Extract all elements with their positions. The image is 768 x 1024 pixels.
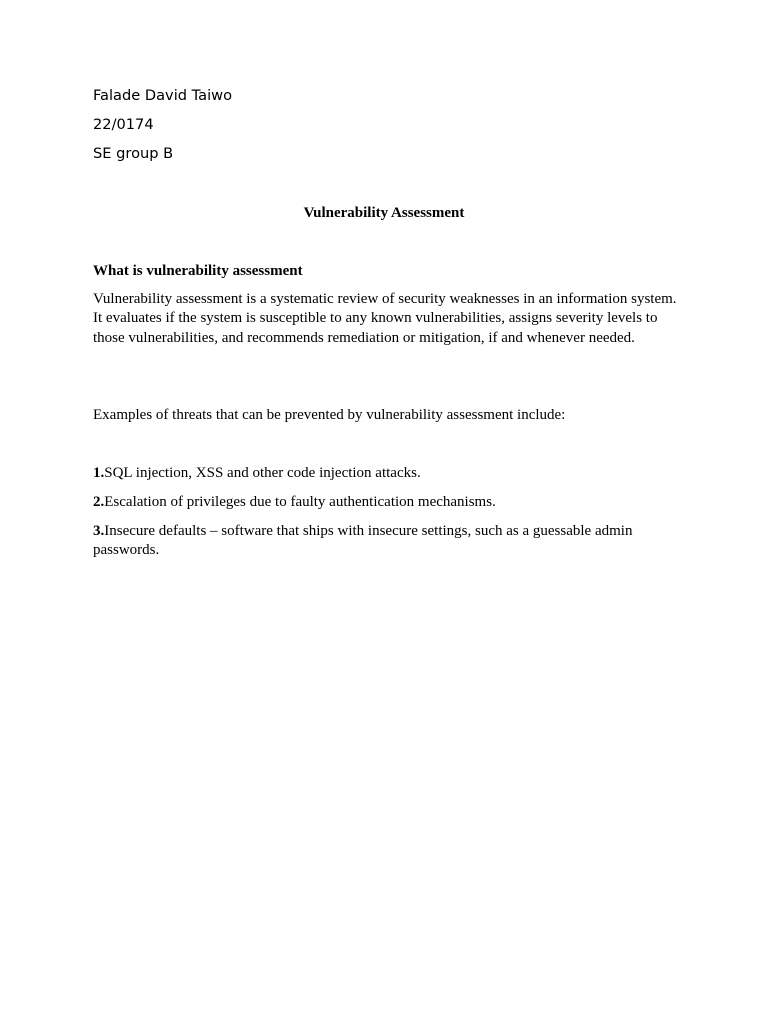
author-name: Falade David Taiwo (93, 87, 233, 104)
example-item-1 (93, 464, 683, 483)
student-group: SE group B (93, 145, 174, 162)
definition-paragraph: Vulnerability assessment is a systematic review of security weaknesses in an information system. It evaluates if the system is susceptible to any known vulnerabilities, assigns severity levels to those vulnerabilities, and recommends remediation or mitigation, if and whenever needed. (93, 291, 677, 346)
example-text: Insecure defaults – software that ships with insecure settings, such as a guessable admin passwords. (93, 523, 633, 559)
example-item-3 (93, 522, 683, 561)
examples-intro: Examples of threats that can be prevented by vulnerability assessment include: (93, 407, 566, 423)
section-heading: What is vulnerability assessment (93, 263, 303, 279)
example-text: Escalation of privileges due to faulty authentication mechanisms. (104, 494, 496, 510)
example-number: 2. (93, 494, 105, 510)
student-id: 22/0174 (93, 116, 154, 133)
example-item-2 (93, 493, 683, 512)
document-title: Vulnerability Assessment (303, 205, 465, 221)
example-number: 3. (93, 523, 105, 539)
example-text: SQL injection, XSS and other code injection attacks. (104, 465, 421, 481)
example-number: 1. (93, 465, 105, 481)
